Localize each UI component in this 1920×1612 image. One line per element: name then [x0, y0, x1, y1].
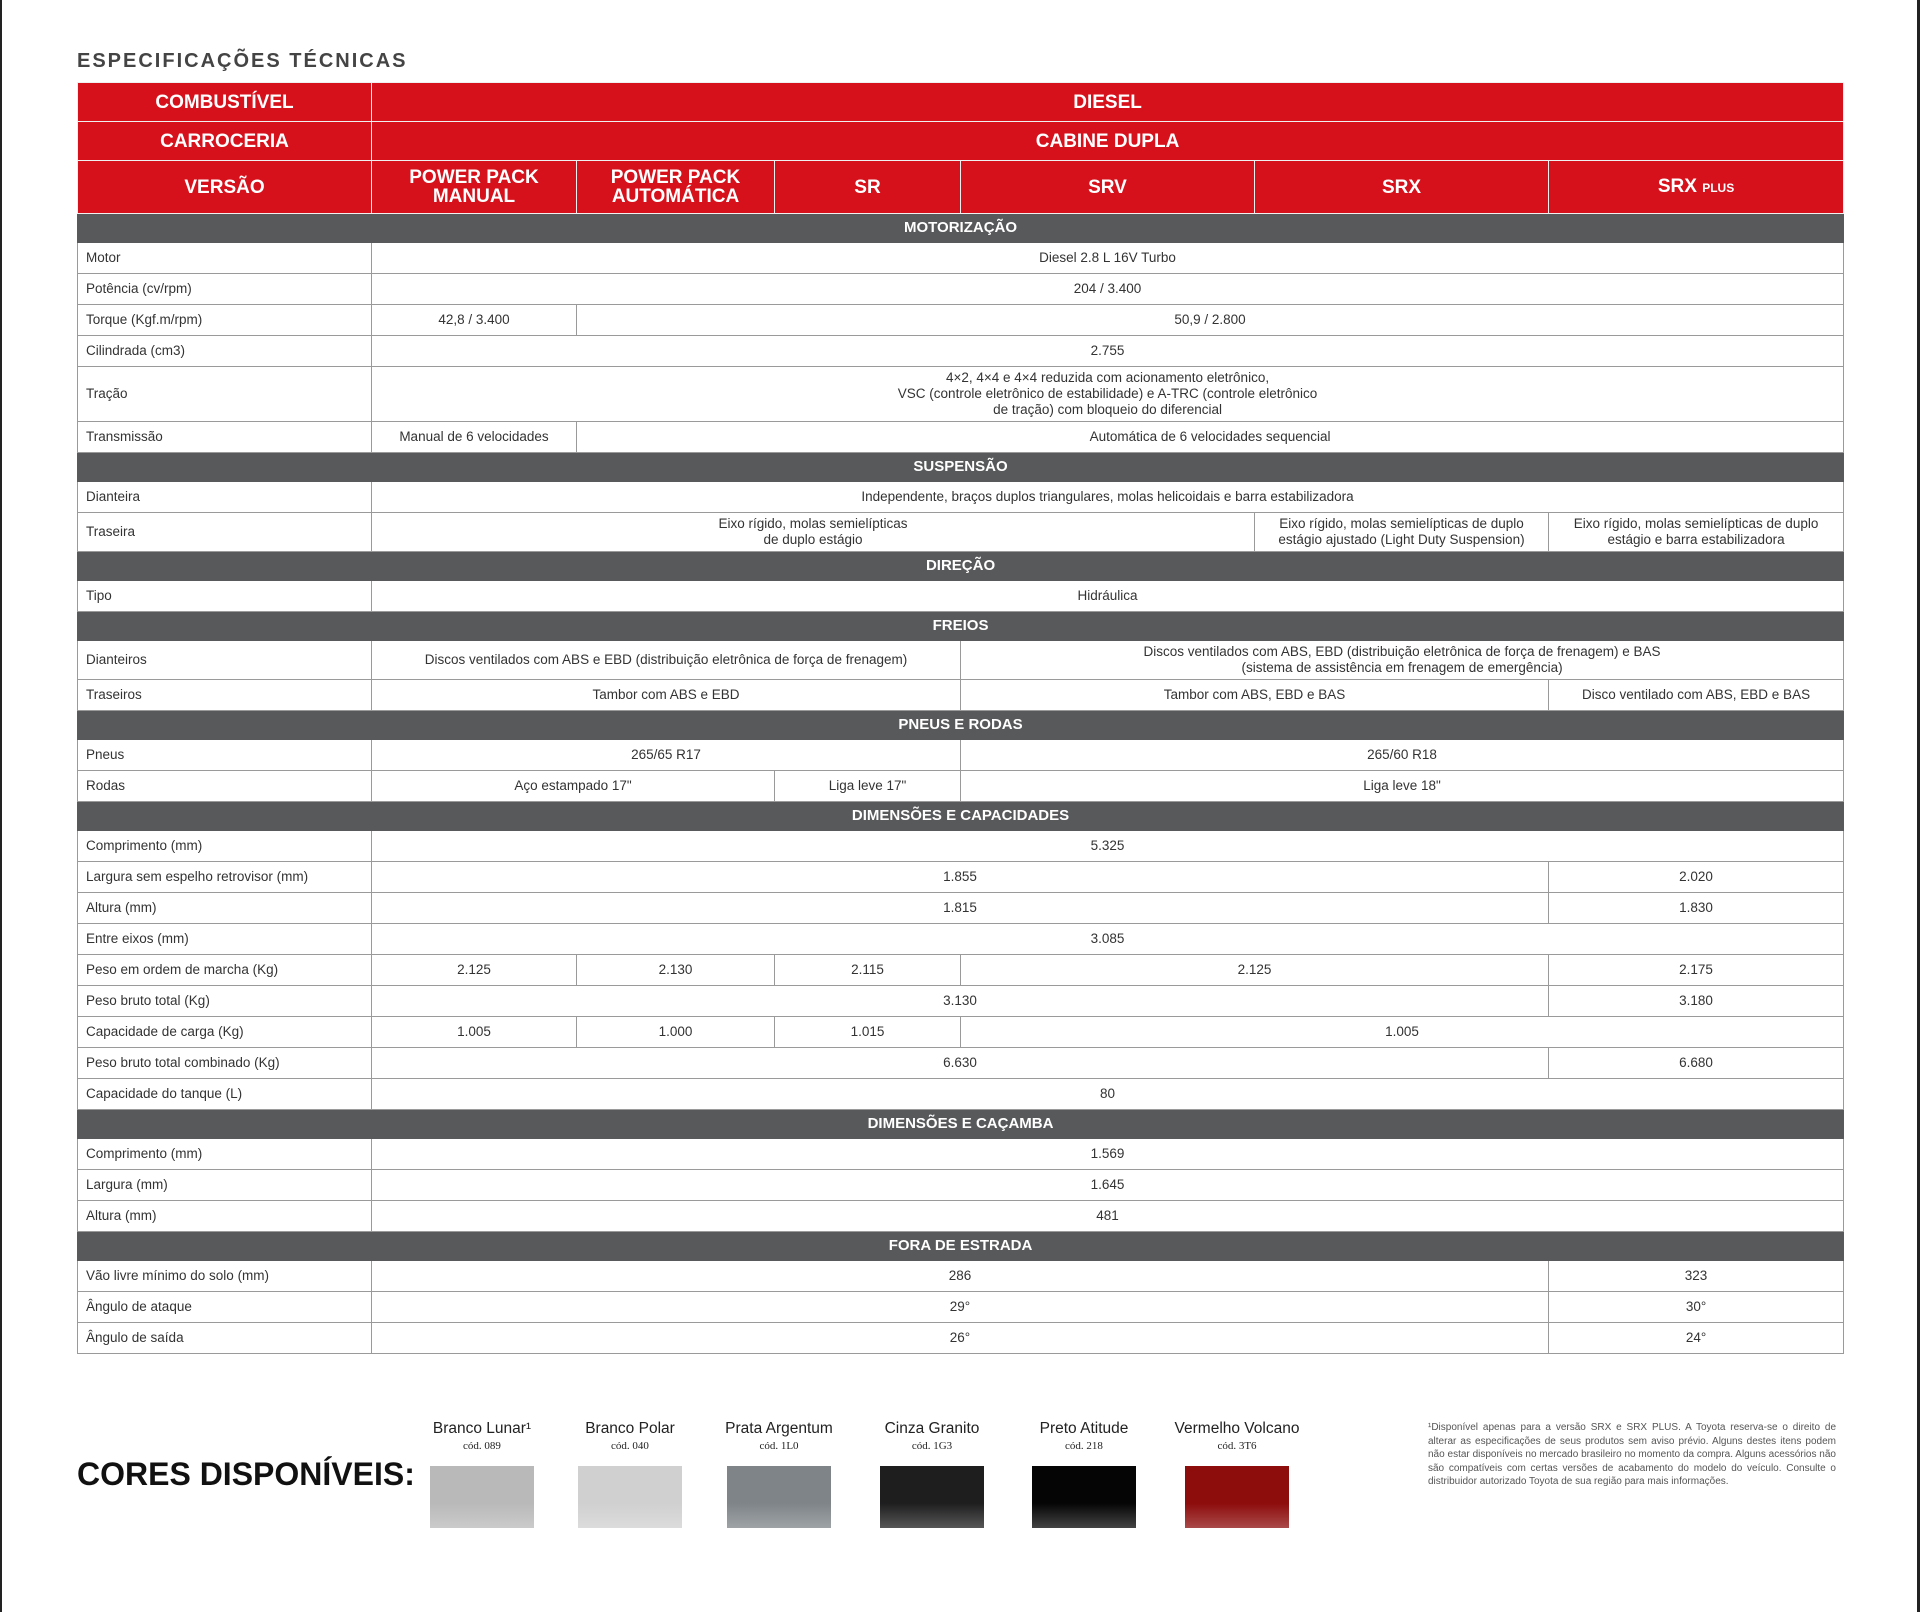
row-value: Eixo rígido, molas semielípticas de duplo estágio e barra estabilizadora [1549, 513, 1844, 552]
row-label: Rodas [78, 771, 372, 802]
row-label: Altura (mm) [78, 893, 372, 924]
section-title-suspensao: SUSPENSÃO [78, 453, 1844, 482]
row-label: Cilindrada (cm3) [78, 336, 372, 367]
color-code: cód. 089 [463, 1440, 501, 1452]
table-row [78, 1170, 1844, 1201]
color-sample [1185, 1466, 1289, 1528]
table-row [78, 641, 1844, 680]
fuel-value: DIESEL [372, 83, 1844, 122]
row-value: Eixo rígido, molas semielípticas de duplo estágio ajustado (Light Duty Suspension) [1255, 513, 1549, 552]
body-value: CABINE DUPLA [372, 122, 1844, 161]
row-value: Liga leve 17" [775, 771, 961, 802]
section-header [78, 1110, 1844, 1139]
row-value: 29° [372, 1292, 1549, 1323]
row-value: 80 [372, 1079, 1844, 1110]
row-label: Peso em ordem de marcha (Kg) [78, 955, 372, 986]
section-header [78, 612, 1844, 641]
version-row [78, 161, 1844, 214]
section-title-fora-de-estrada: FORA DE ESTRADA [78, 1232, 1844, 1261]
table-row [78, 862, 1844, 893]
table-row [78, 1139, 1844, 1170]
row-value: 323 [1549, 1261, 1844, 1292]
table-row [78, 243, 1844, 274]
table-row [78, 955, 1844, 986]
row-label: Traseira [78, 513, 372, 552]
row-value: 1.830 [1549, 893, 1844, 924]
table-row [78, 513, 1844, 552]
section-header [78, 711, 1844, 740]
color-sample [578, 1466, 682, 1528]
color-name: Prata Argentum [725, 1420, 833, 1437]
row-value: 26° [372, 1323, 1549, 1354]
row-value: 2.125 [372, 955, 577, 986]
color-code: cód. 218 [1065, 1440, 1103, 1452]
color-name: Branco Polar [585, 1420, 675, 1437]
color-code: cód. 3T6 [1217, 1440, 1257, 1452]
color-swatch-branco-polar [555, 1420, 705, 1528]
version-power-pack-automatica: POWER PACK AUTOMÁTICA [577, 161, 775, 214]
row-label: Pneus [78, 740, 372, 771]
body-label: CARROCERIA [78, 122, 372, 161]
row-value: 4×2, 4×4 e 4×4 reduzida com acionamento eletrônico, VSC (controle eletrônico de estabilidade) e A-TRC (controle eletrônico de tração) com bloqueio do diferencial [372, 367, 1844, 422]
row-value: 2.175 [1549, 955, 1844, 986]
table-row [78, 986, 1844, 1017]
row-value: 5.325 [372, 831, 1844, 862]
row-value: Diesel 2.8 L 16V Turbo [372, 243, 1844, 274]
row-label: Ângulo de saída [78, 1323, 372, 1354]
table-row [78, 274, 1844, 305]
section-title-motorizacao: MOTORIZAÇÃO [78, 214, 1844, 243]
row-value: 286 [372, 1261, 1549, 1292]
fuel-row [78, 83, 1844, 122]
row-value: 24° [1549, 1323, 1844, 1354]
row-value: 2.020 [1549, 862, 1844, 893]
row-label: Ângulo de ataque [78, 1292, 372, 1323]
table-row [78, 581, 1844, 612]
version-srv: SRV [961, 161, 1255, 214]
row-value: 42,8 / 3.400 [372, 305, 577, 336]
color-swatch-prata-argentum [704, 1420, 854, 1528]
version-label: VERSÃO [78, 161, 372, 214]
table-row [78, 740, 1844, 771]
row-value: Discos ventilados com ABS, EBD (distribuição eletrônica de força de frenagem) e BAS (sistema de assistência em frenagem de emergência) [961, 641, 1844, 680]
fuel-label: COMBUSTÍVEL [78, 83, 372, 122]
row-value: Automática de 6 velocidades sequencial [577, 422, 1844, 453]
table-row [78, 1201, 1844, 1232]
row-value: 6.680 [1549, 1048, 1844, 1079]
color-sample [430, 1466, 534, 1528]
row-value: 1.005 [961, 1017, 1844, 1048]
row-value: 6.630 [372, 1048, 1549, 1079]
left-border [0, 0, 2, 1612]
color-code: cód. 1G3 [911, 1440, 953, 1452]
version-plus-suffix: PLUS [1702, 180, 1735, 195]
row-label: Potência (cv/rpm) [78, 274, 372, 305]
row-value: 3.130 [372, 986, 1549, 1017]
row-value: 1.855 [372, 862, 1549, 893]
row-value: 2.125 [961, 955, 1549, 986]
row-label: Peso bruto total combinado (Kg) [78, 1048, 372, 1079]
version-srx-plus [1549, 161, 1844, 214]
color-code: cód. 1L0 [759, 1440, 799, 1452]
color-name: Vermelho Volcano [1174, 1420, 1300, 1437]
section-header [78, 802, 1844, 831]
body-row [78, 122, 1844, 161]
row-label: Capacidade de carga (Kg) [78, 1017, 372, 1048]
spec-table [77, 82, 1844, 1354]
row-value: Manual de 6 velocidades [372, 422, 577, 453]
row-label: Transmissão [78, 422, 372, 453]
color-code: cód. 040 [611, 1440, 649, 1452]
row-label: Altura (mm) [78, 1201, 372, 1232]
row-value: 2.755 [372, 336, 1844, 367]
color-swatch-cinza-granito [857, 1420, 1007, 1528]
row-label: Comprimento (mm) [78, 831, 372, 862]
row-value: 3.085 [372, 924, 1844, 955]
row-value: 3.180 [1549, 986, 1844, 1017]
table-row [78, 367, 1844, 422]
color-swatch-preto-atitude [1009, 1420, 1159, 1528]
row-value: Disco ventilado com ABS, EBD e BAS [1549, 680, 1844, 711]
table-row [78, 305, 1844, 336]
table-row [78, 680, 1844, 711]
color-sample [727, 1466, 831, 1528]
row-value: Tambor com ABS, EBD e BAS [961, 680, 1549, 711]
row-value: 1.645 [372, 1170, 1844, 1201]
row-value: Eixo rígido, molas semielípticas de duplo estágio [372, 513, 1255, 552]
row-value: 481 [372, 1201, 1844, 1232]
row-label: Peso bruto total (Kg) [78, 986, 372, 1017]
version-srx-plus-name: SRX [1657, 175, 1697, 197]
row-value: 1.000 [577, 1017, 775, 1048]
row-label: Largura (mm) [78, 1170, 372, 1201]
footnote: ¹Disponível apenas para a versão SRX e SRX PLUS. A Toyota reserva-se o direito de alterar as especificações de seus produtos sem aviso prévio. Alguns destes itens podem não estar disponíveis no mercado brasileiro no momento da compra. Alguns acessórios não são compatíveis com certas versões de acabamento do modelo do veículo. Consulte o distribuidor autorizado Toyota de sua região para mais informações. [1428, 1422, 1836, 1487]
row-label: Tração [78, 367, 372, 422]
row-value: Tambor com ABS e EBD [372, 680, 961, 711]
row-value: Discos ventilados com ABS e EBD (distribuição eletrônica de força de frenagem) [372, 641, 961, 680]
row-value: 30° [1549, 1292, 1844, 1323]
section-header [78, 214, 1844, 243]
row-value: Hidráulica [372, 581, 1844, 612]
row-label: Motor [78, 243, 372, 274]
table-row [78, 1323, 1844, 1354]
color-swatch-vermelho-volcano [1162, 1420, 1312, 1528]
version-power-pack-manual: POWER PACK MANUAL [372, 161, 577, 214]
row-value: 265/60 R18 [961, 740, 1844, 771]
section-header [78, 453, 1844, 482]
row-label: Dianteira [78, 482, 372, 513]
color-name: Preto Atitude [1039, 1420, 1129, 1437]
version-srx: SRX [1255, 161, 1549, 214]
table-row [78, 771, 1844, 802]
row-value: 1.005 [372, 1017, 577, 1048]
table-row [78, 1048, 1844, 1079]
section-title-freios: FREIOS [78, 612, 1844, 641]
color-sample [880, 1466, 984, 1528]
color-sample [1032, 1466, 1136, 1528]
row-value: Aço estampado 17" [372, 771, 775, 802]
color-name: Branco Lunar¹ [432, 1420, 532, 1437]
row-label: Tipo [78, 581, 372, 612]
row-value: 1.569 [372, 1139, 1844, 1170]
table-row [78, 1079, 1844, 1110]
row-value: 1.015 [775, 1017, 961, 1048]
section-title-dimensoes-e-capacidades: DIMENSÕES E CAPACIDADES [78, 802, 1844, 831]
table-row [78, 1292, 1844, 1323]
colors-title: CORES DISPONÍVEIS: [77, 1456, 415, 1492]
row-value: Independente, braços duplos triangulares, molas helicoidais e barra estabilizadora [372, 482, 1844, 513]
section-header [78, 1232, 1844, 1261]
table-row [78, 924, 1844, 955]
row-value: Liga leve 18" [961, 771, 1844, 802]
row-value: 2.130 [577, 955, 775, 986]
row-label: Torque (Kgf.m/rpm) [78, 305, 372, 336]
page-title: ESPECIFICAÇÕES TÉCNICAS [77, 50, 408, 72]
table-row [78, 422, 1844, 453]
row-label: Entre eixos (mm) [78, 924, 372, 955]
row-value: 2.115 [775, 955, 961, 986]
color-swatch-branco-lunar [407, 1420, 557, 1528]
row-value: 50,9 / 2.800 [577, 305, 1844, 336]
table-row [78, 482, 1844, 513]
row-label: Dianteiros [78, 641, 372, 680]
row-label: Largura sem espelho retrovisor (mm) [78, 862, 372, 893]
table-row [78, 831, 1844, 862]
row-value: 265/65 R17 [372, 740, 961, 771]
color-name: Cinza Granito [884, 1420, 980, 1437]
row-label: Traseiros [78, 680, 372, 711]
row-label: Vão livre mínimo do solo (mm) [78, 1261, 372, 1292]
table-row [78, 893, 1844, 924]
row-label: Capacidade do tanque (L) [78, 1079, 372, 1110]
row-value: 1.815 [372, 893, 1549, 924]
row-label: Comprimento (mm) [78, 1139, 372, 1170]
section-title-dimensoes-e-cacamba: DIMENSÕES E CAÇAMBA [78, 1110, 1844, 1139]
section-title-pneus-e-rodas: PNEUS E RODAS [78, 711, 1844, 740]
version-sr: SR [775, 161, 961, 214]
table-row [78, 1261, 1844, 1292]
section-title-direcao: DIREÇÃO [78, 552, 1844, 581]
row-value: 204 / 3.400 [372, 274, 1844, 305]
table-row [78, 336, 1844, 367]
table-row [78, 1017, 1844, 1048]
section-header [78, 552, 1844, 581]
